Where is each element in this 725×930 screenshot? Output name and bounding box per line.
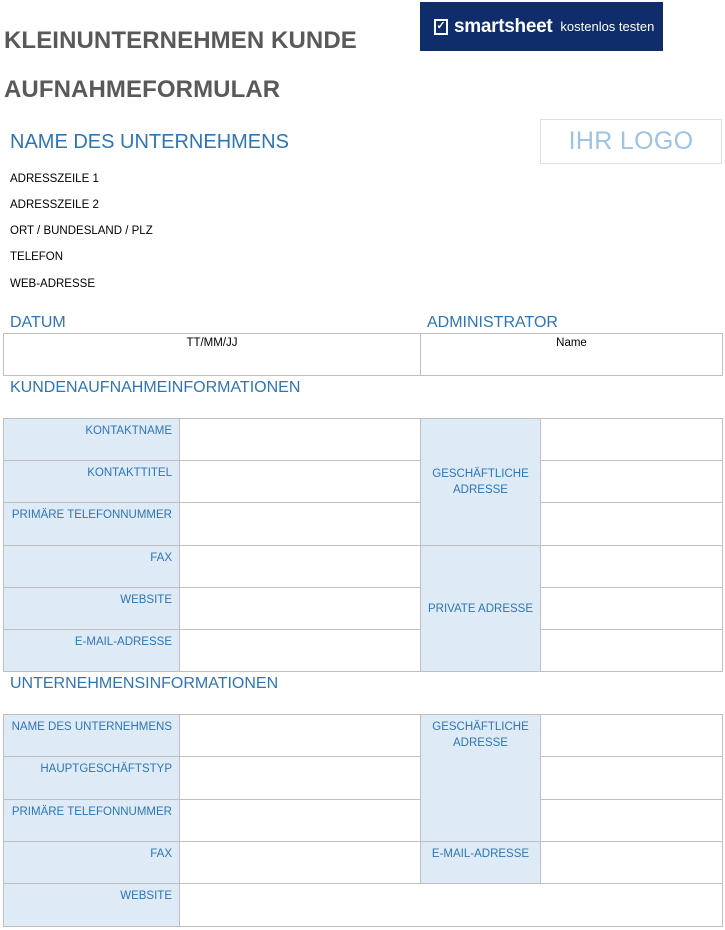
label-business-email: E-MAIL-ADRESSE (420, 841, 541, 884)
admin-field[interactable] (420, 333, 723, 376)
smartsheet-check-icon: ✓ (434, 19, 448, 35)
address-phone: TELEFON (10, 251, 64, 263)
input-fax[interactable] (179, 545, 421, 588)
company-name: NAME DES UNTERNEHMENS (10, 131, 289, 153)
input-business-company-address-1[interactable] (540, 714, 723, 757)
input-main-business-type[interactable] (179, 756, 421, 800)
address-line-1: ADRESSZEILE 1 (10, 173, 99, 185)
input-contact-title[interactable] (179, 460, 421, 503)
input-business-website[interactable] (179, 883, 723, 927)
input-business-fax[interactable] (179, 841, 421, 884)
input-private-address-1[interactable] (540, 545, 723, 588)
admin-value: Name (556, 337, 587, 349)
label-primary-phone: PRIMÄRE TELEFONNUMMER (3, 502, 180, 546)
input-business-address-3[interactable] (540, 502, 723, 546)
input-website[interactable] (179, 587, 421, 630)
label-company-name: NAME DES UNTERNEHMENS (3, 714, 180, 757)
label-main-business-type: HAUPTGESCHÄFTSTYP (3, 756, 180, 800)
address-line-2: ADRESSZEILE 2 (10, 199, 99, 211)
input-contact-name[interactable] (179, 418, 421, 461)
input-business-address-2[interactable] (540, 460, 723, 503)
input-private-address-3[interactable] (540, 629, 723, 672)
input-private-address-2[interactable] (540, 587, 723, 630)
label-contact-title: KONTAKTTITEL (3, 460, 180, 503)
logo-placeholder-text: IHR LOGO (568, 127, 694, 155)
input-business-email[interactable] (540, 841, 723, 884)
page-title-line-1: KLEINUNTERNEHMEN KUNDE (4, 27, 357, 54)
label-contact-name: KONTAKTNAME (3, 418, 180, 461)
address-city-state-zip: ORT / BUNDESLAND / PLZ (10, 225, 153, 237)
input-business-address-1[interactable] (540, 418, 723, 461)
label-business-website: WEBSITE (3, 883, 180, 927)
label-business-company-address: GESCHÄFTLICHE ADRESSE (420, 714, 541, 842)
input-business-primary-phone[interactable] (179, 799, 421, 842)
date-value: TT/MM/JJ (186, 337, 238, 349)
label-business-fax: FAX (3, 841, 180, 884)
input-business-company-address-2[interactable] (540, 756, 723, 800)
label-business-primary-phone: PRIMÄRE TELEFONNUMMER (3, 799, 180, 842)
logo-placeholder (540, 119, 722, 164)
input-company-name[interactable] (179, 714, 421, 757)
label-email: E-MAIL-ADRESSE (3, 629, 180, 672)
label-website: WEBSITE (3, 587, 180, 630)
page-title-line-2: AUFNAHMEFORMULAR (4, 76, 281, 103)
banner-cta: kostenlos testen (560, 19, 655, 34)
input-business-company-address-3[interactable] (540, 799, 723, 842)
label-private-address: PRIVATE ADRESSE (420, 545, 541, 672)
smartsheet-banner[interactable] (420, 2, 663, 51)
intake-heading: KUNDENAUFNAHMEINFORMATIONEN (10, 379, 301, 396)
date-field[interactable] (3, 333, 421, 376)
label-business-address: GESCHÄFTLICHE ADRESSE (420, 418, 541, 546)
label-fax: FAX (3, 545, 180, 588)
date-label: DATUM (10, 314, 66, 331)
business-heading: UNTERNEHMENSINFORMATIONEN (10, 675, 279, 692)
admin-label: ADMINISTRATOR (427, 314, 558, 331)
input-primary-phone[interactable] (179, 502, 421, 546)
address-web: WEB-ADRESSE (10, 278, 95, 290)
input-email[interactable] (179, 629, 421, 672)
banner-brand: smartsheet (454, 15, 553, 37)
